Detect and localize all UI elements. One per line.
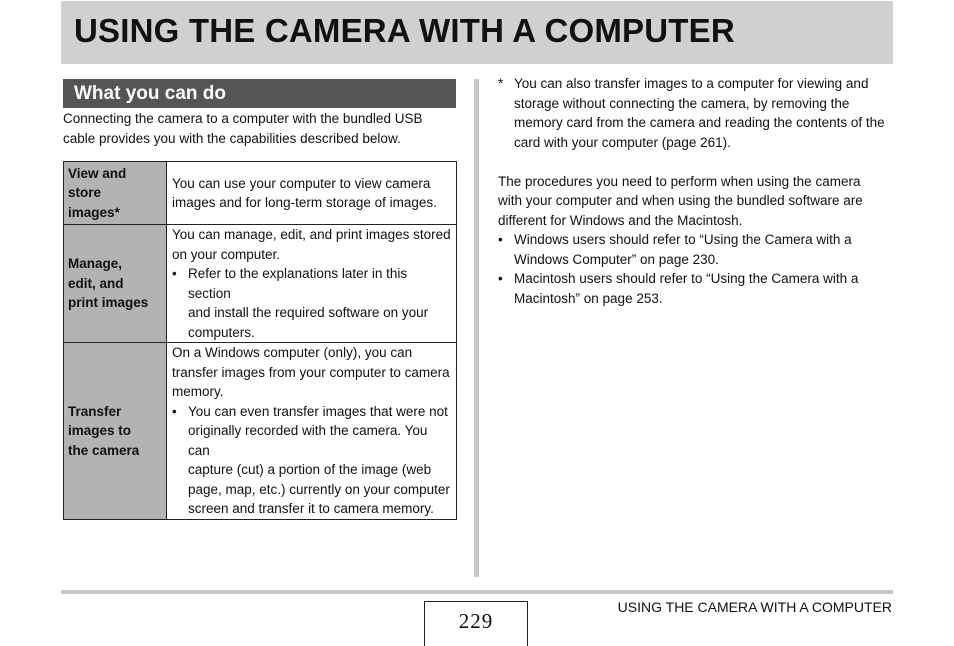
capability-label — [64, 225, 167, 343]
table-row — [64, 225, 457, 343]
description-text — [172, 225, 451, 264]
text-line: Windows users should refer to “Using the Camera with a — [514, 232, 852, 247]
page-number-box — [424, 601, 528, 646]
text-line: page, map, etc.) currently on your computer — [188, 481, 450, 497]
text-line: computers. — [188, 324, 255, 340]
text-line: originally recorded with the camera. You can — [188, 423, 428, 458]
text-line: the camera — [68, 442, 140, 458]
text-line: on your computer. — [172, 246, 281, 262]
text-line: capture (cut) a portion of the image (web — [188, 462, 432, 477]
text-line: screen and transfer it to camera memory. — [188, 501, 434, 516]
text-line: memory card from the camera and reading the contents of the — [514, 115, 885, 130]
section-header — [63, 79, 456, 108]
footnote-mark: * — [498, 76, 504, 91]
page-title: USING THE CAMERA WITH A COMPUTER — [74, 12, 735, 49]
bullet-icon: • — [172, 266, 177, 281]
text-line: Macintosh users should refer to “Using the Camera with a — [514, 271, 859, 286]
text-line: storage without connecting the camera, by removing the — [514, 95, 850, 111]
text-line: Macintosh” on page 253. — [514, 290, 663, 306]
capabilities-table — [63, 161, 457, 520]
column-divider — [474, 79, 479, 577]
description-text — [172, 174, 451, 213]
footer-chapter-title: USING THE CAMERA WITH A COMPUTER — [617, 599, 892, 615]
intro-text: Connecting the camera to a computer with the bundled USB cable provides you with the capabilities described below. — [63, 111, 423, 146]
text-line: On a Windows computer (only), you can — [172, 345, 413, 360]
bullet-icon: • — [172, 403, 177, 419]
bullet-text — [514, 230, 852, 269]
text-line: images* — [68, 204, 120, 220]
page-number: 229 — [458, 609, 494, 633]
text-line: Refer to the explanations later in this section — [188, 266, 408, 301]
text-line: edit, and — [68, 275, 124, 291]
text-line: Windows Computer” on page 230. — [514, 251, 719, 267]
bullet-item — [498, 230, 893, 269]
procedures-paragraph — [498, 172, 893, 231]
capability-label — [64, 162, 167, 225]
page-header — [61, 1, 893, 64]
table-row — [64, 343, 457, 520]
right-column — [498, 74, 893, 308]
footnote-text — [514, 74, 885, 152]
footer-rule — [61, 590, 893, 594]
bullet-icon: • — [498, 232, 503, 247]
footnote — [498, 74, 893, 152]
text-line: card with your computer (page 261). — [514, 134, 731, 150]
text-line: You can use your computer to view camera — [172, 175, 431, 191]
text-line: You can also transfer images to a computer for viewing and — [514, 76, 869, 91]
text-line: View and — [68, 165, 127, 181]
description-text — [172, 343, 451, 402]
bullet-item — [172, 264, 451, 342]
text-line: store — [68, 185, 102, 201]
capability-description — [167, 162, 457, 225]
text-line: images and for long-term storage of images. — [172, 195, 437, 210]
text-line: images to — [68, 423, 132, 438]
bullet-item — [498, 269, 893, 308]
bullet-text — [514, 269, 858, 308]
bullet-text — [188, 264, 451, 342]
bullet-icon: • — [498, 271, 503, 286]
text-line: You can manage, edit, and print images stored — [172, 227, 451, 242]
text-line: The procedures you need to perform when using the camera — [498, 173, 861, 189]
text-line: You can even transfer images that were not — [188, 403, 448, 419]
platform-bullet-list — [498, 230, 893, 308]
capability-description — [167, 343, 457, 520]
capability-label — [64, 343, 167, 520]
text-line: Transfer — [68, 403, 122, 419]
section-title: What you can do — [74, 83, 226, 104]
text-line: different for Windows and the Macintosh. — [498, 212, 743, 228]
text-line: Manage, — [68, 256, 123, 272]
text-line: print images — [68, 295, 149, 311]
text-line: memory. — [172, 384, 224, 399]
capability-description — [167, 225, 457, 343]
text-line: with your computer and when using the bundled software are — [498, 193, 863, 208]
text-line: transfer images from your computer to camera — [172, 364, 450, 380]
text-line: and install the required software on your — [188, 305, 429, 320]
table-row — [64, 162, 457, 225]
bullet-text — [188, 402, 451, 519]
bullet-item — [172, 402, 451, 519]
